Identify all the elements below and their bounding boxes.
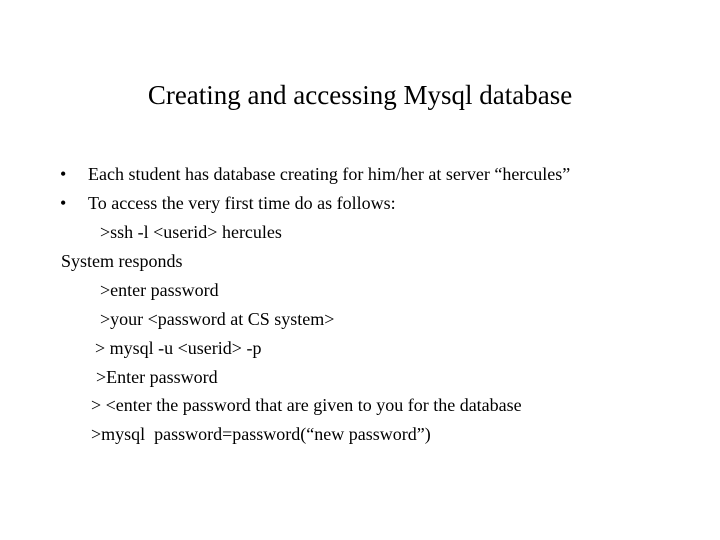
command-line: >your <password at CS system> xyxy=(100,309,335,329)
command-line: >ssh -l <userid> hercules xyxy=(100,222,282,242)
body-text-line: System responds xyxy=(61,251,183,271)
command-line: >mysql password=password(“new password”) xyxy=(91,424,431,444)
bullet-text: Each student has database creating for him/her at server “hercules” xyxy=(88,164,571,184)
bullet-icon: • xyxy=(60,193,67,213)
bullet-icon: • xyxy=(60,164,67,184)
command-line: > <enter the password that are given to you for the database xyxy=(91,395,522,415)
bullet-text: To access the very first time do as follows: xyxy=(88,193,396,213)
command-line: > mysql -u <userid> -p xyxy=(95,338,262,358)
command-line: >Enter password xyxy=(96,367,218,387)
command-line: >enter password xyxy=(100,280,219,300)
slide-title: Creating and accessing Mysql database xyxy=(147,80,573,110)
